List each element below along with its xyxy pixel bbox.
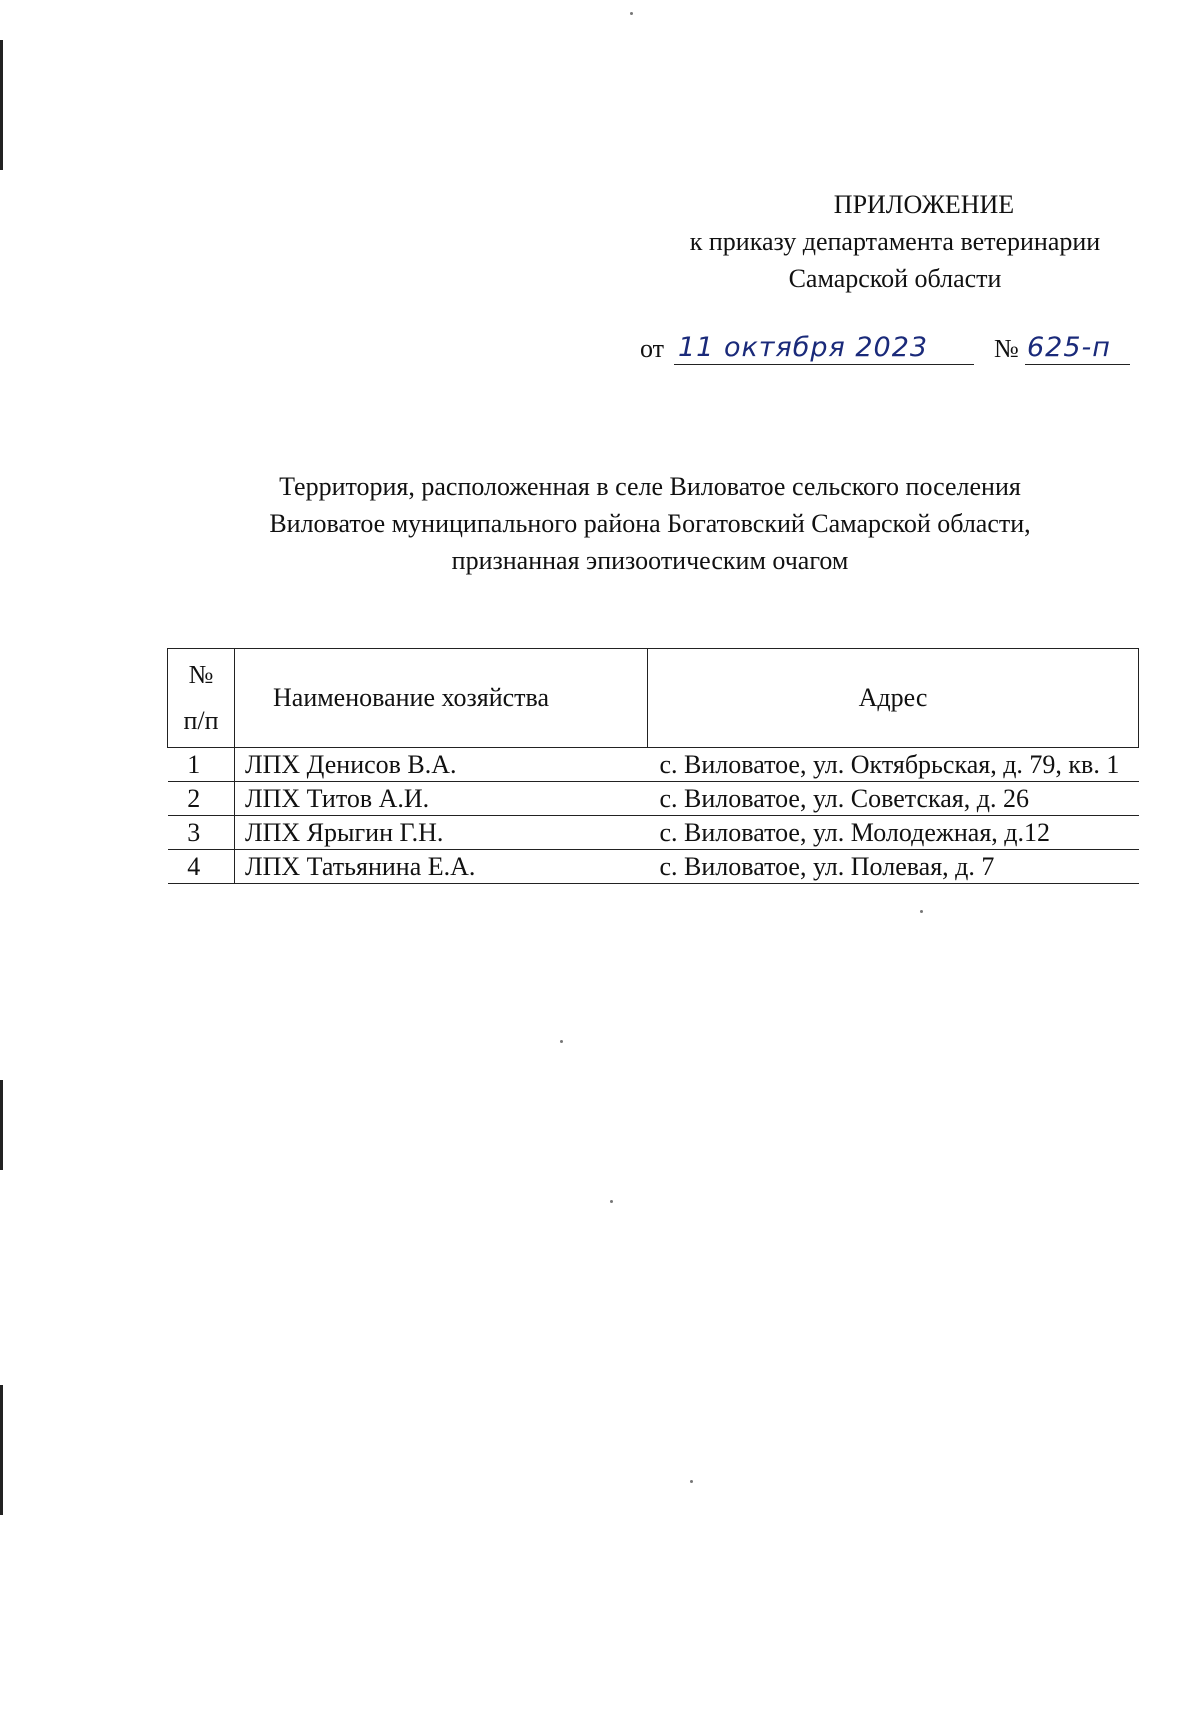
table-row: [168, 782, 1139, 816]
households-table: [167, 648, 1139, 884]
row-num: 2: [168, 782, 235, 816]
header-num-symbol: №: [188, 660, 214, 689]
table-header-row: [168, 649, 1139, 748]
row-name: ЛПХ Титов А.И.: [235, 782, 648, 816]
heading-line-2: Виловатое муниципального района Богатовский Самарской области,: [269, 509, 1031, 538]
heading-line-3: признанная эпизоотическим очагом: [451, 546, 849, 575]
scan-speck: [610, 1200, 613, 1203]
table-row: [168, 748, 1139, 782]
header-num: [168, 649, 235, 748]
row-num: 4: [168, 850, 235, 884]
row-num: 1: [168, 748, 235, 782]
date-field: [674, 328, 974, 365]
appendix-title: ПРИЛОЖЕНИЕ: [833, 190, 1015, 219]
table-row: [168, 850, 1139, 884]
scan-speck: [560, 1040, 563, 1043]
scan-speck: [920, 910, 923, 913]
scan-speck: [630, 12, 633, 15]
row-num: 3: [168, 816, 235, 850]
row-address: с. Виловатое, ул. Полевая, д. 7: [648, 850, 1139, 884]
row-name: ЛПХ Денисов В.А.: [235, 748, 648, 782]
handwritten-number: 625-п: [1027, 332, 1111, 363]
scan-edge-mark: [0, 1385, 3, 1515]
number-field: [1025, 328, 1130, 365]
appendix-line-2: Самарской области: [788, 264, 1002, 293]
from-label: от: [640, 334, 665, 363]
table-row: [168, 816, 1139, 850]
header-address: Адрес: [648, 649, 1139, 748]
appendix-line-1: к приказу департамента ветеринарии: [689, 227, 1101, 256]
row-name: ЛПХ Ярыгин Г.Н.: [235, 816, 648, 850]
header-num-abbr: п/п: [183, 706, 219, 735]
row-name: ЛПХ Татьянина Е.А.: [235, 850, 648, 884]
row-address: с. Виловатое, ул. Молодежная, д.12: [648, 816, 1139, 850]
document-heading: [150, 468, 1150, 579]
number-label: №: [994, 334, 1019, 363]
scan-speck: [690, 1480, 693, 1483]
order-date-line: [640, 328, 1130, 368]
appendix-block: [660, 186, 1130, 297]
row-address: с. Виловатое, ул. Октябрьская, д. 79, кв. 1: [648, 748, 1139, 782]
heading-line-1: Территория, расположенная в селе Виловатое сельского поселения: [279, 472, 1021, 501]
handwritten-date: 11 октября 2023: [678, 332, 929, 363]
row-address: с. Виловатое, ул. Советская, д. 26: [648, 782, 1139, 816]
scan-edge-mark: [0, 40, 3, 170]
scan-edge-mark: [0, 1080, 3, 1170]
header-name: Наименование хозяйства: [235, 649, 648, 748]
